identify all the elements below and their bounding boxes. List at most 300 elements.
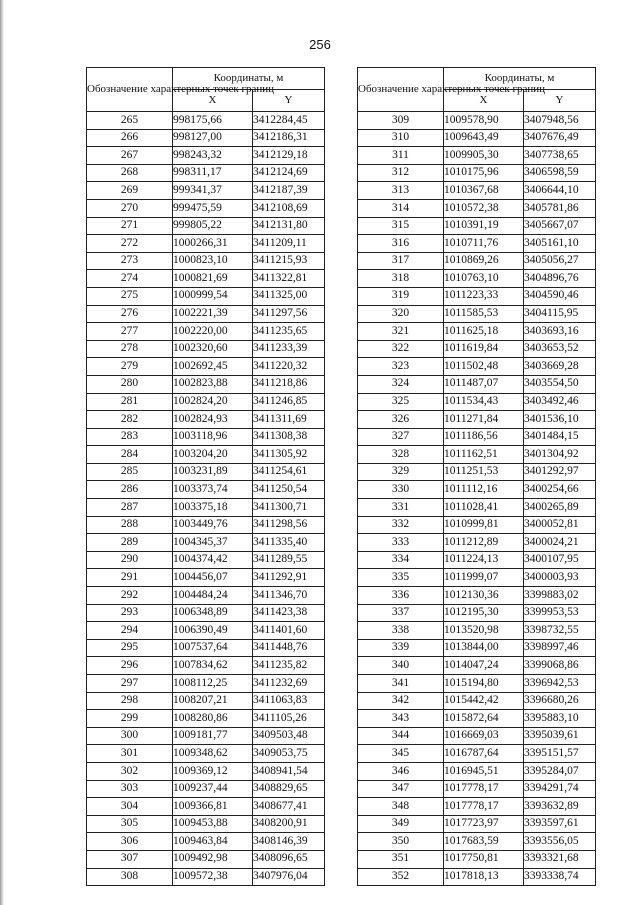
x-coordinate-cell: 1003118,96: [173, 428, 253, 446]
x-coordinate-cell: 1003373,74: [173, 481, 253, 499]
table-row: [87, 727, 325, 745]
point-number-cell: 299: [87, 710, 173, 728]
point-number-cell: 265: [87, 112, 173, 130]
table-row: [87, 762, 325, 780]
point-number-cell: 267: [87, 147, 173, 165]
x-coordinate-cell: 1002823,88: [173, 375, 253, 393]
y-coordinate-cell: 3405781,86: [524, 199, 596, 217]
point-number-cell: 294: [87, 622, 173, 640]
y-coordinate-cell: 3403653,52: [524, 340, 596, 358]
point-number-cell: 304: [87, 798, 173, 816]
x-coordinate-cell: 999805,22: [173, 217, 253, 235]
point-number-cell: 298: [87, 692, 173, 710]
table-row: [87, 657, 325, 675]
point-number-cell: 281: [87, 393, 173, 411]
table-row: [87, 639, 325, 657]
y-coordinate-cell: 3399068,86: [524, 657, 596, 675]
y-coordinate-cell: 3404896,76: [524, 270, 596, 288]
point-number-cell: 279: [87, 358, 173, 376]
table-row: [87, 323, 325, 341]
point-number-cell: 331: [358, 499, 444, 517]
table-row: [358, 657, 596, 675]
table-row: [358, 252, 596, 270]
y-coordinate-cell: 3401536,10: [524, 411, 596, 429]
table-row: [87, 199, 325, 217]
y-coordinate-cell: 3395883,10: [524, 710, 596, 728]
x-coordinate-cell: 1013844,00: [444, 639, 524, 657]
header-point-name: Обозначение характерных точек границ: [87, 68, 173, 112]
x-coordinate-cell: 998311,17: [173, 164, 253, 182]
point-number-cell: 274: [87, 270, 173, 288]
point-number-cell: 291: [87, 569, 173, 587]
table-row: [358, 622, 596, 640]
table-row: [358, 112, 596, 130]
header-y: Y: [253, 90, 325, 112]
point-number-cell: 340: [358, 657, 444, 675]
x-coordinate-cell: 1009237,44: [173, 780, 253, 798]
y-coordinate-cell: 3408146,39: [253, 833, 325, 851]
header-coordinates: Координаты, м: [173, 68, 325, 90]
y-coordinate-cell: 3411254,61: [253, 463, 325, 481]
table-row: [358, 833, 596, 851]
x-coordinate-cell: 1009366,81: [173, 798, 253, 816]
table-row: [358, 762, 596, 780]
x-coordinate-cell: 1004374,42: [173, 551, 253, 569]
table-row: [358, 481, 596, 499]
point-number-cell: 296: [87, 657, 173, 675]
x-coordinate-cell: 1010711,76: [444, 235, 524, 253]
table-row: [87, 235, 325, 253]
point-number-cell: 305: [87, 815, 173, 833]
y-coordinate-cell: 3406644,10: [524, 182, 596, 200]
table-row: [358, 235, 596, 253]
point-number-cell: 334: [358, 551, 444, 569]
y-coordinate-cell: 3411305,92: [253, 446, 325, 464]
y-coordinate-cell: 3411232,69: [253, 675, 325, 693]
point-number-cell: 311: [358, 147, 444, 165]
point-number-cell: 317: [358, 252, 444, 270]
table-row: [87, 692, 325, 710]
y-coordinate-cell: 3411335,40: [253, 534, 325, 552]
table-row: [87, 833, 325, 851]
x-coordinate-cell: 1002692,45: [173, 358, 253, 376]
x-coordinate-cell: 1007537,64: [173, 639, 253, 657]
point-number-cell: 346: [358, 762, 444, 780]
table-row: [87, 780, 325, 798]
x-coordinate-cell: 1008280,86: [173, 710, 253, 728]
x-coordinate-cell: 1011028,41: [444, 499, 524, 517]
point-number-cell: 314: [358, 199, 444, 217]
point-number-cell: 309: [358, 112, 444, 130]
x-coordinate-cell: 1015442,42: [444, 692, 524, 710]
y-coordinate-cell: 3408829,65: [253, 780, 325, 798]
table-row: [358, 164, 596, 182]
table-row: [87, 129, 325, 147]
y-coordinate-cell: 3411322,81: [253, 270, 325, 288]
point-number-cell: 310: [358, 129, 444, 147]
x-coordinate-cell: 999475,59: [173, 199, 253, 217]
point-number-cell: 285: [87, 463, 173, 481]
table-row: [358, 358, 596, 376]
table-row: [358, 692, 596, 710]
x-coordinate-cell: 1011212,89: [444, 534, 524, 552]
x-coordinate-cell: 1003231,89: [173, 463, 253, 481]
table-row: [358, 815, 596, 833]
y-coordinate-cell: 3405161,10: [524, 235, 596, 253]
point-number-cell: 286: [87, 481, 173, 499]
point-number-cell: 337: [358, 604, 444, 622]
y-coordinate-cell: 3401292,97: [524, 463, 596, 481]
point-number-cell: 302: [87, 762, 173, 780]
y-coordinate-cell: 3411218,86: [253, 375, 325, 393]
y-coordinate-cell: 3411300,71: [253, 499, 325, 517]
y-coordinate-cell: 3395284,07: [524, 762, 596, 780]
x-coordinate-cell: 1011223,33: [444, 287, 524, 305]
table-row: [358, 675, 596, 693]
x-coordinate-cell: 1002221,39: [173, 305, 253, 323]
y-coordinate-cell: 3403492,46: [524, 393, 596, 411]
point-number-cell: 306: [87, 833, 173, 851]
y-coordinate-cell: 3412108,69: [253, 199, 325, 217]
y-coordinate-cell: 3411105,26: [253, 710, 325, 728]
point-number-cell: 301: [87, 745, 173, 763]
x-coordinate-cell: 1009643,49: [444, 129, 524, 147]
table-row: [358, 534, 596, 552]
table-row: [358, 147, 596, 165]
y-coordinate-cell: 3412186,31: [253, 129, 325, 147]
y-coordinate-cell: 3404590,46: [524, 287, 596, 305]
point-number-cell: 344: [358, 727, 444, 745]
x-coordinate-cell: 1000823,10: [173, 252, 253, 270]
point-number-cell: 352: [358, 868, 444, 886]
y-coordinate-cell: 3411215,93: [253, 252, 325, 270]
y-coordinate-cell: 3411235,82: [253, 657, 325, 675]
table-row: [358, 287, 596, 305]
point-number-cell: 338: [358, 622, 444, 640]
y-coordinate-cell: 3411235,65: [253, 323, 325, 341]
y-coordinate-cell: 3393556,05: [524, 833, 596, 851]
y-coordinate-cell: 3408677,41: [253, 798, 325, 816]
y-coordinate-cell: 3411448,76: [253, 639, 325, 657]
point-number-cell: 348: [358, 798, 444, 816]
table-row: [87, 850, 325, 868]
point-number-cell: 308: [87, 868, 173, 886]
point-number-cell: 327: [358, 428, 444, 446]
y-coordinate-cell: 3403669,28: [524, 358, 596, 376]
y-coordinate-cell: 3398732,55: [524, 622, 596, 640]
x-coordinate-cell: 1011619,84: [444, 340, 524, 358]
table-row: [358, 270, 596, 288]
y-coordinate-cell: 3395039,61: [524, 727, 596, 745]
table-row: [358, 604, 596, 622]
x-coordinate-cell: 1011999,07: [444, 569, 524, 587]
y-coordinate-cell: 3400003,93: [524, 569, 596, 587]
y-coordinate-cell: 3411246,85: [253, 393, 325, 411]
page-number: 256: [309, 37, 331, 52]
point-number-cell: 336: [358, 587, 444, 605]
point-number-cell: 268: [87, 164, 173, 182]
point-number-cell: 351: [358, 850, 444, 868]
point-number-cell: 323: [358, 358, 444, 376]
header-x: X: [444, 90, 524, 112]
y-coordinate-cell: 3411209,11: [253, 235, 325, 253]
x-coordinate-cell: 1009181,77: [173, 727, 253, 745]
x-coordinate-cell: 1006390,49: [173, 622, 253, 640]
point-number-cell: 288: [87, 516, 173, 534]
x-coordinate-cell: 998243,32: [173, 147, 253, 165]
x-coordinate-cell: 1009463,84: [173, 833, 253, 851]
y-coordinate-cell: 3411297,56: [253, 305, 325, 323]
y-coordinate-cell: 3411325,00: [253, 287, 325, 305]
x-coordinate-cell: 1009578,90: [444, 112, 524, 130]
table-row: [87, 463, 325, 481]
x-coordinate-cell: 1003375,18: [173, 499, 253, 517]
table-row: [358, 780, 596, 798]
point-number-cell: 269: [87, 182, 173, 200]
x-coordinate-cell: 998175,66: [173, 112, 253, 130]
table-row: [358, 569, 596, 587]
point-number-cell: 290: [87, 551, 173, 569]
x-coordinate-cell: 1000821,69: [173, 270, 253, 288]
x-coordinate-cell: 1004456,07: [173, 569, 253, 587]
x-coordinate-cell: 1009905,30: [444, 147, 524, 165]
x-coordinate-cell: 1002824,93: [173, 411, 253, 429]
y-coordinate-cell: 3411423,38: [253, 604, 325, 622]
point-number-cell: 289: [87, 534, 173, 552]
table-row: [87, 516, 325, 534]
y-coordinate-cell: 3406598,59: [524, 164, 596, 182]
y-coordinate-cell: 3401304,92: [524, 446, 596, 464]
x-coordinate-cell: 1000266,31: [173, 235, 253, 253]
header-x: X: [173, 90, 253, 112]
table-row: [87, 868, 325, 886]
y-coordinate-cell: 3400107,95: [524, 551, 596, 569]
x-coordinate-cell: 1017818,13: [444, 868, 524, 886]
x-coordinate-cell: 1000999,54: [173, 287, 253, 305]
y-coordinate-cell: 3412187,39: [253, 182, 325, 200]
y-coordinate-cell: 3393321,68: [524, 850, 596, 868]
x-coordinate-cell: 1017723,97: [444, 815, 524, 833]
x-coordinate-cell: 1011585,53: [444, 305, 524, 323]
y-coordinate-cell: 3408941,54: [253, 762, 325, 780]
x-coordinate-cell: 1010367,68: [444, 182, 524, 200]
x-coordinate-cell: 1014047,24: [444, 657, 524, 675]
y-coordinate-cell: 3405667,07: [524, 217, 596, 235]
x-coordinate-cell: 1009572,38: [173, 868, 253, 886]
y-coordinate-cell: 3405056,27: [524, 252, 596, 270]
table-row: [358, 499, 596, 517]
table-row: [358, 551, 596, 569]
x-coordinate-cell: 1017750,81: [444, 850, 524, 868]
point-number-cell: 282: [87, 411, 173, 429]
table-row: [87, 534, 325, 552]
point-number-cell: 342: [358, 692, 444, 710]
table-row: [358, 516, 596, 534]
point-number-cell: 295: [87, 639, 173, 657]
y-coordinate-cell: 3400024,21: [524, 534, 596, 552]
point-number-cell: 273: [87, 252, 173, 270]
x-coordinate-cell: 1008112,25: [173, 675, 253, 693]
x-coordinate-cell: 1011534,43: [444, 393, 524, 411]
point-number-cell: 324: [358, 375, 444, 393]
table-row: [87, 428, 325, 446]
x-coordinate-cell: 1002320,60: [173, 340, 253, 358]
x-coordinate-cell: 1009348,62: [173, 745, 253, 763]
table-row: [87, 358, 325, 376]
x-coordinate-cell: 1002220,00: [173, 323, 253, 341]
table-row: [358, 182, 596, 200]
point-number-cell: 328: [358, 446, 444, 464]
scan-edge-shadow: [0, 0, 4, 905]
table-row: [358, 428, 596, 446]
y-coordinate-cell: 3401484,15: [524, 428, 596, 446]
x-coordinate-cell: 1010572,38: [444, 199, 524, 217]
table-row: [358, 217, 596, 235]
y-coordinate-cell: 3393632,89: [524, 798, 596, 816]
x-coordinate-cell: 1015872,64: [444, 710, 524, 728]
table-row: [358, 375, 596, 393]
point-number-cell: 319: [358, 287, 444, 305]
table-row: [358, 393, 596, 411]
header-coordinates: Координаты, м: [444, 68, 596, 90]
y-coordinate-cell: 3399883,02: [524, 587, 596, 605]
table-row: [87, 499, 325, 517]
point-number-cell: 303: [87, 780, 173, 798]
point-number-cell: 275: [87, 287, 173, 305]
x-coordinate-cell: 999341,37: [173, 182, 253, 200]
table-row: [87, 393, 325, 411]
table-row: [358, 710, 596, 728]
x-coordinate-cell: 1006348,89: [173, 604, 253, 622]
table-row: [87, 551, 325, 569]
y-coordinate-cell: 3409503,48: [253, 727, 325, 745]
y-coordinate-cell: 3398997,46: [524, 639, 596, 657]
x-coordinate-cell: 1011487,07: [444, 375, 524, 393]
x-coordinate-cell: 1009492,98: [173, 850, 253, 868]
point-number-cell: 345: [358, 745, 444, 763]
point-number-cell: 287: [87, 499, 173, 517]
y-coordinate-cell: 3407676,49: [524, 129, 596, 147]
y-coordinate-cell: 3400052,81: [524, 516, 596, 534]
y-coordinate-cell: 3400265,89: [524, 499, 596, 517]
y-coordinate-cell: 3411220,32: [253, 358, 325, 376]
table-row: [87, 710, 325, 728]
y-coordinate-cell: 3404115,95: [524, 305, 596, 323]
point-number-cell: 292: [87, 587, 173, 605]
x-coordinate-cell: 1010763,10: [444, 270, 524, 288]
y-coordinate-cell: 3396680,26: [524, 692, 596, 710]
x-coordinate-cell: 1012130,36: [444, 587, 524, 605]
y-coordinate-cell: 3395151,57: [524, 745, 596, 763]
coordinates-table-left: [86, 67, 325, 886]
x-coordinate-cell: 1007834,62: [173, 657, 253, 675]
table-row: [358, 199, 596, 217]
point-number-cell: 284: [87, 446, 173, 464]
point-number-cell: 329: [358, 463, 444, 481]
point-number-cell: 343: [358, 710, 444, 728]
point-number-cell: 307: [87, 850, 173, 868]
x-coordinate-cell: 1013520,98: [444, 622, 524, 640]
table-row: [358, 745, 596, 763]
x-coordinate-cell: 1012195,30: [444, 604, 524, 622]
y-coordinate-cell: 3412129,18: [253, 147, 325, 165]
y-coordinate-cell: 3411298,56: [253, 516, 325, 534]
point-number-cell: 320: [358, 305, 444, 323]
y-coordinate-cell: 3407738,65: [524, 147, 596, 165]
y-coordinate-cell: 3407948,56: [524, 112, 596, 130]
table-row: [87, 798, 325, 816]
point-number-cell: 270: [87, 199, 173, 217]
table-row: [358, 463, 596, 481]
table-row: [87, 375, 325, 393]
table-row: [87, 481, 325, 499]
x-coordinate-cell: 1016945,51: [444, 762, 524, 780]
table-row: [358, 446, 596, 464]
x-coordinate-cell: 1016669,03: [444, 727, 524, 745]
y-coordinate-cell: 3403693,16: [524, 323, 596, 341]
x-coordinate-cell: 1010999,81: [444, 516, 524, 534]
x-coordinate-cell: 1010175,96: [444, 164, 524, 182]
y-coordinate-cell: 3412284,45: [253, 112, 325, 130]
table-row: [87, 287, 325, 305]
table-row: [87, 622, 325, 640]
point-number-cell: 276: [87, 305, 173, 323]
point-number-cell: 333: [358, 534, 444, 552]
table-row: [87, 569, 325, 587]
table-row: [358, 639, 596, 657]
x-coordinate-cell: 1009453,88: [173, 815, 253, 833]
point-number-cell: 330: [358, 481, 444, 499]
point-number-cell: 266: [87, 129, 173, 147]
x-coordinate-cell: 1004484,24: [173, 587, 253, 605]
table-row: [87, 164, 325, 182]
coordinates-table-right: [357, 67, 596, 886]
x-coordinate-cell: 1011251,53: [444, 463, 524, 481]
x-coordinate-cell: 1011162,51: [444, 446, 524, 464]
table-row: [358, 850, 596, 868]
point-number-cell: 297: [87, 675, 173, 693]
x-coordinate-cell: 1010869,26: [444, 252, 524, 270]
y-coordinate-cell: 3411233,39: [253, 340, 325, 358]
point-number-cell: 315: [358, 217, 444, 235]
table-row: [87, 252, 325, 270]
point-number-cell: 321: [358, 323, 444, 341]
point-number-cell: 322: [358, 340, 444, 358]
y-coordinate-cell: 3408096,65: [253, 850, 325, 868]
y-coordinate-cell: 3411292,91: [253, 569, 325, 587]
y-coordinate-cell: 3412124,69: [253, 164, 325, 182]
header-point-name: Обозначение характерных точек границ: [358, 68, 444, 112]
point-number-cell: 341: [358, 675, 444, 693]
point-number-cell: 335: [358, 569, 444, 587]
x-coordinate-cell: 1017683,59: [444, 833, 524, 851]
y-coordinate-cell: 3411250,54: [253, 481, 325, 499]
table-row: [358, 340, 596, 358]
table-row: [87, 340, 325, 358]
table-row: [87, 217, 325, 235]
table-row: [87, 112, 325, 130]
x-coordinate-cell: 1016787,64: [444, 745, 524, 763]
point-number-cell: 280: [87, 375, 173, 393]
point-number-cell: 349: [358, 815, 444, 833]
y-coordinate-cell: 3400254,66: [524, 481, 596, 499]
table-row: [87, 147, 325, 165]
table-row: [87, 270, 325, 288]
table-row: [358, 798, 596, 816]
x-coordinate-cell: 1017778,17: [444, 798, 524, 816]
point-number-cell: 272: [87, 235, 173, 253]
y-coordinate-cell: 3409053,75: [253, 745, 325, 763]
